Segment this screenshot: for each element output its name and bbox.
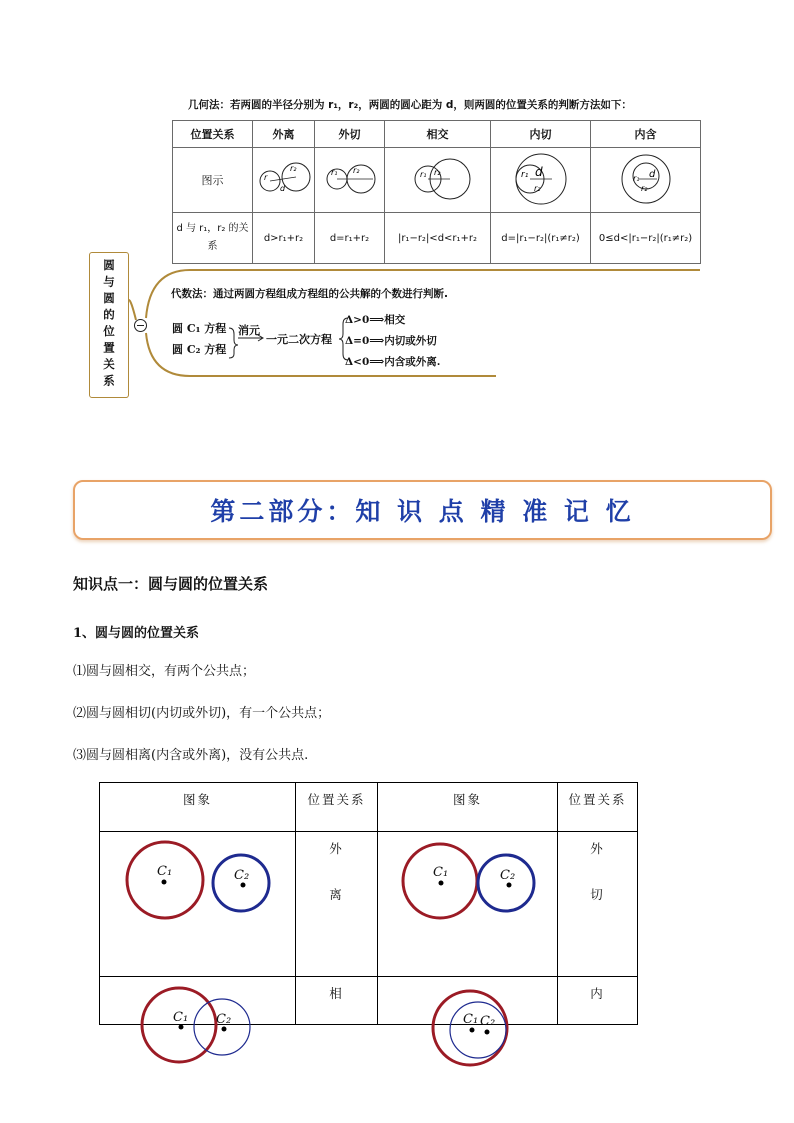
figure-row-label: 图示 <box>173 148 253 213</box>
relation-row-label: d 与 r₁，r₂ 的关系 <box>173 213 253 264</box>
elimination-label: 消元 <box>238 324 260 337</box>
geometric-method-heading: 几何法：若两圆的半径分别为 r₁，r₂，两圆的圆心距为 d，则两圆的位置关系的判断方法如下： <box>188 99 632 111</box>
header-contained: 内含 <box>591 121 701 148</box>
relation-internally-tangent: d=|r₁−r₂|(r₁≠r₂) <box>491 213 591 264</box>
mind-map-topic-label: 圆与圆的位置关系 <box>102 259 116 391</box>
relation-intersect: |r₁−r₂|<d<r₁+r₂ <box>385 213 491 264</box>
algebraic-method-heading: 代数法：通过两圆方程组成方程组的公共解的个数进行判断. <box>171 288 448 300</box>
svg-text:r₁: r₁ <box>632 173 639 183</box>
header-intersect: 相交 <box>385 121 491 148</box>
label-c1: C₁ <box>157 864 173 879</box>
svg-text:r₂: r₂ <box>289 163 296 173</box>
relation-char: 外 <box>590 841 605 856</box>
header-image-left: 图象 <box>100 783 296 832</box>
label-c1: C₁ <box>173 1010 189 1025</box>
svg-text:d: d <box>279 183 285 193</box>
label-c2: C₂ <box>500 868 516 883</box>
list-item: ⑶圆与圆相离(内含或外离)，没有公共点. <box>73 748 309 763</box>
relation-contained: 0≤d<|r₁−r₂|(r₁≠r₂) <box>591 213 701 264</box>
banner-title: 第二部分：知 识 点 精 准 记 忆 <box>210 497 635 526</box>
svg-text:r₁: r₁ <box>520 169 528 180</box>
case-delta-zero: Δ=0⟹内切或外切 <box>345 335 437 347</box>
case-delta-positive: Δ>0⟹相交 <box>345 314 406 326</box>
header-separate: 外离 <box>253 121 315 148</box>
svg-text:d: d <box>648 168 655 180</box>
knowledge-point-title: 知识点一：圆与圆的位置关系 <box>73 575 269 593</box>
relation-externally-tangent: d=r₁+r₂ <box>315 213 385 264</box>
header-relation-left: 位置关系 <box>296 783 378 832</box>
relation-char: 外 <box>329 841 344 856</box>
label-c1: C₁ <box>433 865 449 880</box>
equation-c2: 圆 C₂ 方程 <box>172 343 227 356</box>
internally-tangent-pair <box>433 991 507 1065</box>
list-item: ⑵圆与圆相切(内切或外切)，有一个公共点； <box>73 706 331 721</box>
svg-text:r₁: r₁ <box>330 167 337 177</box>
label-c2: C₂ <box>480 1014 496 1029</box>
equation-c1: 圆 C₁ 方程 <box>172 322 227 335</box>
relation-separate: d>r₁+r₂ <box>253 213 315 264</box>
header-internally-tangent: 内切 <box>491 121 591 148</box>
section-title: 1、圆与圆的位置关系 <box>73 626 200 641</box>
relation-char: 切 <box>590 887 605 902</box>
list-item: ⑴圆与圆相交，有两个公共点； <box>73 664 256 679</box>
svg-text:r₁: r₁ <box>419 169 426 179</box>
header-image-right: 图象 <box>378 783 558 832</box>
header-externally-tangent: 外切 <box>315 121 385 148</box>
relation-char: 内 <box>590 986 605 1001</box>
header-position-relation: 位置关系 <box>173 121 253 148</box>
relation-char: 离 <box>329 887 344 902</box>
header-relation-right: 位置关系 <box>558 783 638 832</box>
intersecting-pair <box>142 988 250 1062</box>
svg-text:r: r <box>263 172 267 182</box>
quadratic-equation-label: 一元二次方程 <box>266 333 332 346</box>
label-c2: C₂ <box>216 1012 232 1027</box>
label-c2: C₂ <box>234 868 250 883</box>
svg-text:r₂: r₂ <box>433 167 440 177</box>
relation-char: 相 <box>329 986 344 1001</box>
svg-text:r₂: r₂ <box>640 183 647 193</box>
svg-text:r₂: r₂ <box>352 165 359 175</box>
label-c1: C₁ <box>463 1012 479 1027</box>
svg-text:r₂: r₂ <box>533 183 540 193</box>
svg-text:d: d <box>534 164 543 179</box>
case-delta-negative: Δ<0⟹内含或外离. <box>345 356 441 368</box>
